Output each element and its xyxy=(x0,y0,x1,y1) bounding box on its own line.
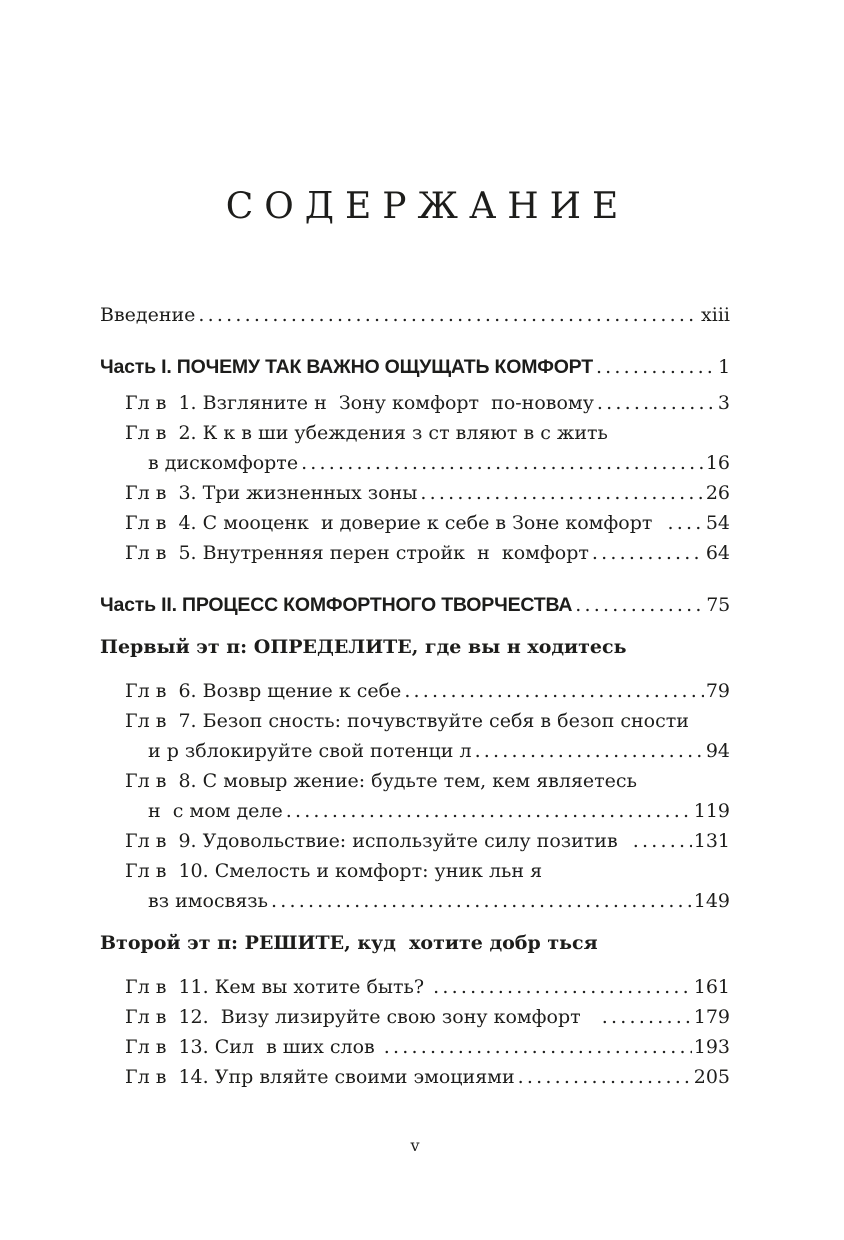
dot-leader xyxy=(597,388,716,418)
toc-row-chapter xyxy=(100,1002,730,1032)
folio-page-number: v xyxy=(410,1136,420,1155)
toc-row-chapter xyxy=(100,508,730,538)
toc-entry-text: Гл в 1. Взгляните н Зону комфорт по-новому xyxy=(125,392,594,414)
toc-row-part xyxy=(100,590,730,620)
toc-page-number: 26 xyxy=(705,482,730,504)
dot-leader xyxy=(596,352,716,382)
toc-entry-text: Гл в 4. С мооценк и доверие к себе в Зоне комфорт xyxy=(125,512,665,534)
toc-entry-text: Гл в 6. Возвр щение к себе xyxy=(125,680,402,702)
toc-page-number: 1 xyxy=(718,356,730,378)
dot-leader xyxy=(433,972,692,1002)
toc-entry-text: Гл в 8. С мовыр жение: будьте тем, кем являетесь xyxy=(125,770,637,792)
toc-page-number: 64 xyxy=(705,542,730,564)
toc-entry-text: Гл в 5. Внутренняя перен стройк н комфорт xyxy=(125,542,589,564)
dot-leader xyxy=(602,1002,692,1032)
dot-leader xyxy=(198,300,699,330)
toc-row-chapter xyxy=(100,388,730,418)
toc-row-chapter xyxy=(100,826,730,856)
toc-row-stage xyxy=(100,928,730,958)
toc-page-number: 3 xyxy=(717,392,730,414)
toc-row-chapter xyxy=(100,1062,730,1092)
toc-row-chapter xyxy=(100,538,730,568)
toc-row-chapter xyxy=(100,1032,730,1062)
toc-page-number: 179 xyxy=(693,1006,730,1028)
dot-leader xyxy=(420,478,703,508)
toc-row-chapter xyxy=(100,418,730,448)
toc-entry-text: Гл в 3. Три жизненных зоны xyxy=(125,482,418,504)
dot-leader xyxy=(271,886,692,916)
toc-row-chapter xyxy=(100,972,730,1002)
toc-entry-text: Гл в 2. К к в ши убеждения з ст вляют в с жить xyxy=(125,422,608,444)
dot-leader xyxy=(286,796,692,826)
toc-row-chapter xyxy=(100,766,730,796)
toc-entry-text: Введение xyxy=(100,304,196,326)
toc-entry-text: Гл в 10. Смелость и комфорт: уник льн я xyxy=(125,860,543,882)
toc-row-continuation xyxy=(100,796,730,826)
toc-row-continuation xyxy=(100,448,730,478)
toc-entry-text: вз имосвязь xyxy=(148,890,269,912)
dot-leader xyxy=(301,448,704,478)
toc-page-number: 119 xyxy=(693,800,730,822)
toc-entry-text: Гл в 13. Сил в ших слов xyxy=(125,1036,381,1058)
toc-page-number: 54 xyxy=(705,512,730,534)
toc-entry-text: Второй эт п: РЕШИТЕ, куд хотите добр ться xyxy=(100,932,598,954)
toc-entry-text: Гл в 11. Кем вы хотите быть? xyxy=(125,976,431,998)
toc-row-chapter xyxy=(100,856,730,886)
toc-entry-text: Часть II. ПРОЦЕСС КОМФОРТНОГО ТВОРЧЕСТВА xyxy=(100,594,573,616)
toc-page-number: 94 xyxy=(705,740,730,762)
toc-page-number: 193 xyxy=(693,1036,730,1058)
toc-entry-text: Гл в 7. Безоп сность: почувствуйте себя в безоп сности xyxy=(125,710,689,732)
toc-entry-text: Гл в 9. Удовольствие: используйте силу позитив xyxy=(125,830,630,852)
toc-page-number: xiii xyxy=(701,304,730,326)
toc-page-number: 16 xyxy=(705,452,730,474)
toc-row-chapter xyxy=(100,706,730,736)
toc-row-chapter xyxy=(100,676,730,706)
toc-page-number: 149 xyxy=(693,890,730,912)
toc-page-number: 75 xyxy=(706,594,730,616)
toc-page-number: 79 xyxy=(705,680,730,702)
toc-entry-text: Гл в 12. Визу лизируйте свою зону комфорт xyxy=(125,1006,599,1028)
toc-row-part xyxy=(100,352,730,382)
toc-page-number: 205 xyxy=(693,1066,730,1088)
toc-entry-text: н с мом деле xyxy=(148,800,283,822)
toc-entry-text: в дискомфорте xyxy=(148,452,299,474)
toc-page-number: 161 xyxy=(693,976,730,998)
toc-entry-text: и р зблокируйте свой потенци л xyxy=(148,740,472,762)
toc-row-chapter xyxy=(100,478,730,508)
dot-leader xyxy=(384,1032,692,1062)
dot-leader xyxy=(592,538,704,568)
dot-leader xyxy=(404,676,704,706)
toc-entry-text: Часть I. ПОЧЕМУ ТАК ВАЖНО ОЩУЩАТЬ КОМФОРТ xyxy=(100,356,593,378)
dot-leader xyxy=(575,590,704,620)
toc-row-continuation xyxy=(100,886,730,916)
page-footer xyxy=(100,1136,730,1156)
toc-row-stage xyxy=(100,632,730,662)
toc-entry-text: Первый эт п: ОПРЕДЕЛИТЕ, где вы н ходитесь xyxy=(100,636,627,658)
table-of-contents xyxy=(100,300,730,1092)
dot-leader xyxy=(633,826,692,856)
toc-entry-text: Гл в 14. Упр вляйте своими эмоциями xyxy=(125,1066,515,1088)
page-title: СОДЕРЖАНИЕ xyxy=(225,186,630,227)
dot-leader xyxy=(475,736,704,766)
toc-row-continuation xyxy=(100,736,730,766)
toc-page-number: 131 xyxy=(693,830,730,852)
dot-leader xyxy=(667,508,703,538)
toc-row-intro xyxy=(100,300,730,330)
dot-leader xyxy=(518,1062,692,1092)
